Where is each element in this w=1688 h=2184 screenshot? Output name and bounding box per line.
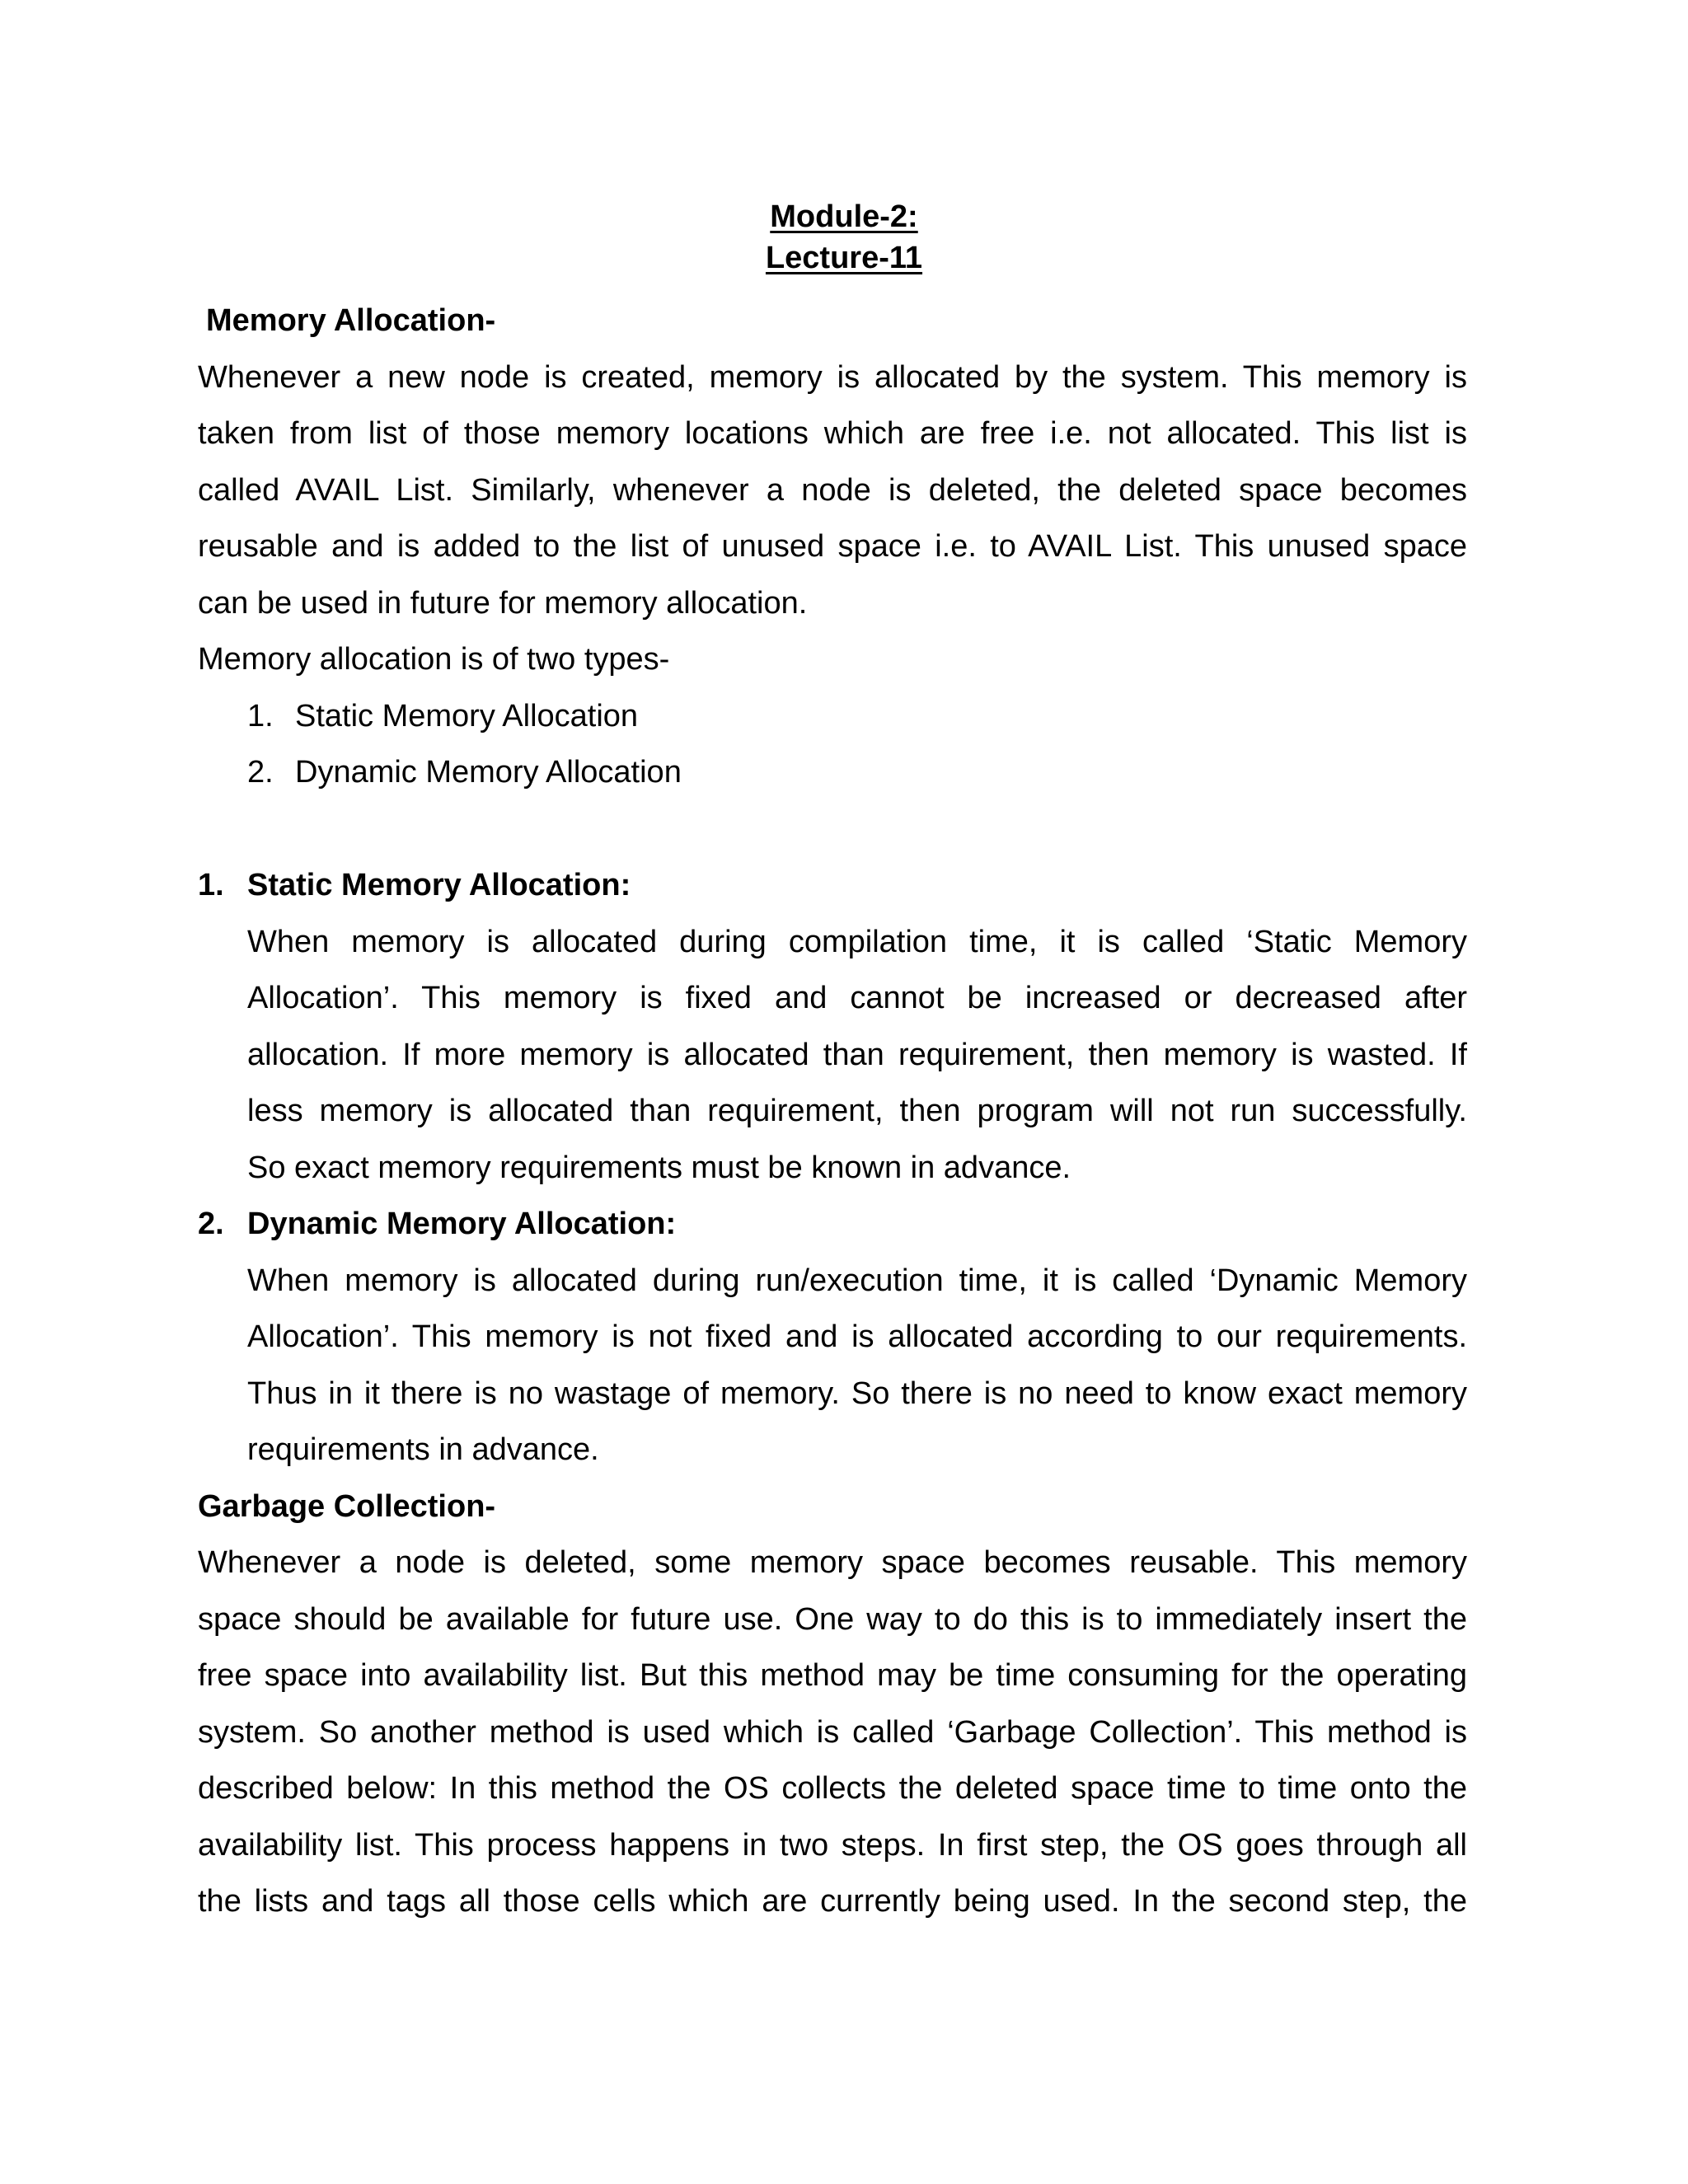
list-label: Dynamic Memory Allocation	[295, 755, 682, 790]
dynamic-section-heading	[198, 1196, 1467, 1253]
section-number: 2.	[198, 1207, 224, 1241]
list-number: 1.	[247, 698, 274, 733]
paragraph-line: availability list. This process happens in two steps. In first step, the OS goes through all	[198, 1827, 1467, 1863]
paragraph-line: the lists and tags all those cells which are currently being used. In the second step, the	[198, 1884, 1467, 1919]
types-intro: Memory allocation is of two types-	[198, 642, 670, 677]
paragraph-line: Allocation’. This memory is fixed and cannot be increased or decreased after	[247, 981, 1467, 1015]
static-section-heading	[198, 857, 1467, 914]
lecture-title: Lecture-11	[765, 241, 923, 275]
list-item	[198, 744, 1467, 801]
spacer	[198, 801, 1467, 858]
paragraph-line: Thus in it there is no wastage of memory. So there is no need to know exact memory	[247, 1376, 1467, 1411]
section-title: Dynamic Memory Allocation:	[247, 1207, 677, 1241]
paragraph-line: taken from list of those memory locations which are free i.e. not allocated. This list is	[198, 416, 1467, 451]
section-title: Static Memory Allocation:	[247, 868, 631, 902]
list-label: Static Memory Allocation	[295, 698, 639, 733]
paragraph-line: can be used in future for memory allocation.	[198, 585, 808, 621]
paragraph-line: described below: In this method the OS collects the deleted space time to time onto the	[198, 1771, 1467, 1806]
module-title: Module-2:	[770, 199, 918, 234]
paragraph-line: requirements in advance.	[247, 1432, 599, 1467]
paragraph-line: When memory is allocated during compilation time, it is called ‘Static Memory	[247, 924, 1467, 959]
paragraph-line: When memory is allocated during run/execution time, it is called ‘Dynamic Memory	[247, 1263, 1467, 1298]
document-body	[198, 293, 1467, 1930]
paragraph-line: space should be available for future use. One way to do this is to immediately insert the	[198, 1601, 1467, 1637]
paragraph-line: reusable and is added to the list of unused space i.e. to AVAIL List. This unused space	[198, 529, 1467, 564]
paragraph-line: allocation. If more memory is allocated than requirement, then memory is wasted. If	[247, 1037, 1467, 1072]
garbage-collection-heading: Garbage Collection-	[198, 1488, 496, 1524]
paragraph-line: system. So another method is used which is called ‘Garbage Collection’. This method is	[198, 1714, 1467, 1750]
paragraph-line: So exact memory requirements must be known in advance.	[247, 1150, 1071, 1185]
section-number: 1.	[198, 868, 224, 902]
page-header	[0, 196, 1688, 279]
paragraph-line: called AVAIL List. Similarly, whenever a node is deleted, the deleted space becomes	[198, 472, 1467, 508]
paragraph-line: less memory is allocated than requirement, then program will not run successfully.	[247, 1094, 1467, 1128]
list-number: 2.	[247, 755, 274, 790]
paragraph-line: Whenever a new node is created, memory is allocated by the system. This memory is	[198, 359, 1467, 395]
memory-allocation-heading: Memory Allocation-	[206, 303, 496, 338]
paragraph-line: Allocation’. This memory is not fixed and is allocated according to our requirements.	[247, 1319, 1467, 1354]
paragraph-line: Whenever a node is deleted, some memory space becomes reusable. This memory	[198, 1545, 1467, 1580]
paragraph-line: free space into availability list. But this method may be time consuming for the operating	[198, 1658, 1467, 1693]
list-item	[198, 688, 1467, 745]
